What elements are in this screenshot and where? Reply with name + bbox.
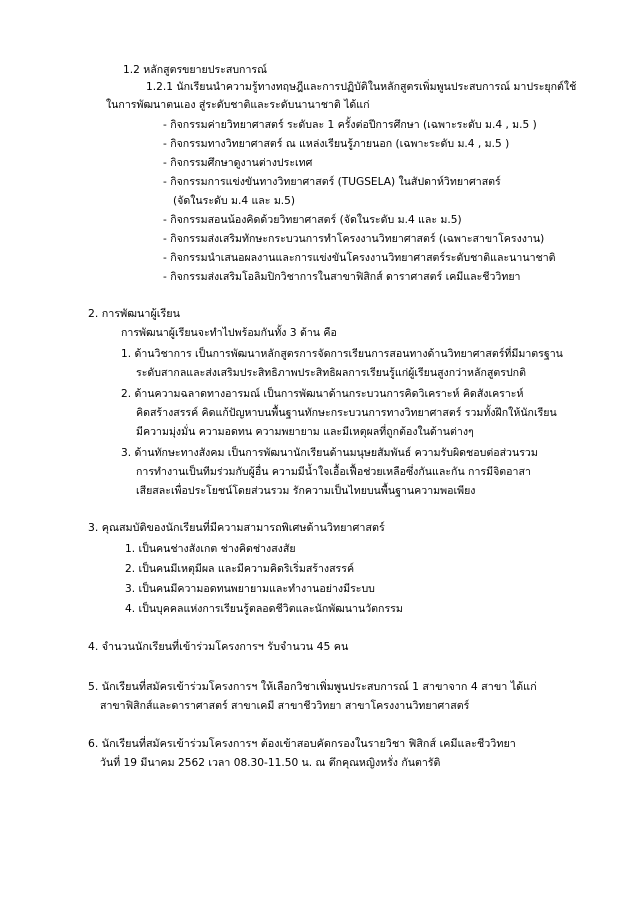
- development-point-emotional: 2. ด้านความฉลาดทางอารมณ์ เป็นการพัฒนาด้านกระบวนการคิดวิเคราะห์ คิดสังเคราะห์: [121, 388, 524, 400]
- activity-item: - กิจกรรมส่งเสริมโอลิมปิกวิชาการในสาขาฟิสิกส์ ดาราศาสตร์ เคมีและชีววิทยา: [163, 271, 521, 283]
- development-point-academic-cont: ระดับสากลและส่งเสริมประสิทธิภาพประสิทธิผลการเรียนรู้แก่ผู้เรียนสูงกว่าหลักสูตรปกติ: [136, 367, 526, 379]
- development-point-social: 3. ด้านทักษะทางสังคม เป็นการพัฒนานักเรียนด้านมนุษยสัมพันธ์ ความรับผิดชอบต่อส่วนรวม: [121, 447, 538, 459]
- activity-item: - กิจกรรมการแข่งขันทางวิทยาศาสตร์ (TUGSELA) ในสัปดาห์วิทยาศาสตร์: [163, 176, 501, 188]
- qualification-item: 1. เป็นคนช่างสังเกต ช่างคิดช่างสงสัย: [125, 543, 296, 555]
- section-1-2-1-intro-cont: ในการพัฒนาตนเอง สู่ระดับชาติและระดับนานาชาติ ได้แก่: [106, 99, 370, 111]
- section-2-heading: 2. การพัฒนาผู้เรียน: [88, 307, 180, 320]
- section-5-subject-choice: 5. นักเรียนที่สมัครเข้าร่วมโครงการฯ ให้เลือกวิชาเพิ่มพูนประสบการณ์ 1 สาขาจาก 4 สาขา ได้แก่: [88, 680, 537, 693]
- development-point-emotional-cont: มีความมุ่งมั่น ความอดทน ความพยายาม และมีเหตุผลที่ถูกต้องในด้านต่างๆ: [136, 426, 474, 438]
- activity-item: - กิจกรรมทางวิทยาศาสตร์ ณ แหล่งเรียนรู้ภายนอก (เฉพาะระดับ ม.4 , ม.5 ): [163, 138, 510, 150]
- development-point-social-cont: เสียสละเพื่อประโยชน์โดยส่วนรวม รักความเป็นไทยบนพื้นฐานความพอเพียง: [136, 485, 476, 497]
- development-point-social-cont: การทำงานเป็นทีมร่วมกับผู้อื่น ความมีน้ำใจเอื้อเฟื้อช่วยเหลือซึ่งกันและกัน การมีจิตอาสา: [136, 466, 531, 478]
- qualification-item: 4. เป็นบุคคลแห่งการเรียนรู้ตลอดชีวิตและนักพัฒนานวัตกรรม: [125, 603, 403, 615]
- section-6-exam: 6. นักเรียนที่สมัครเข้าร่วมโครงการฯ ต้องเข้าสอบคัดกรองในรายวิชา ฟิสิกส์ เคมีและชีววิทยา: [88, 737, 516, 750]
- section-3-heading: 3. คุณสมบัติของนักเรียนที่มีความสามารถพิเศษด้านวิทยาศาสตร์: [88, 521, 385, 534]
- activity-item: - กิจกรรมศึกษาดูงานต่างประเทศ: [163, 157, 313, 169]
- activity-item: - กิจกรรมนำเสนอผลงานและการแข่งขันโครงงานวิทยาศาสตร์ระดับชาติและนานาชาติ: [163, 252, 556, 264]
- activity-item: - กิจกรรมส่งเสริมทักษะกระบวนการทำโครงงานวิทยาศาสตร์ (เฉพาะสาขาโครงงาน): [163, 233, 545, 245]
- section-5-subject-list: สาขาฟิสิกส์และดาราศาสตร์ สาขาเคมี สาขาชีววิทยา สาขาโครงงานวิทยาศาสตร์: [100, 700, 470, 712]
- qualification-item: 3. เป็นคนมีความอดทนพยายามและทำงานอย่างมีระบบ: [125, 583, 375, 595]
- section-4-enrollment: 4. จำนวนนักเรียนที่เข้าร่วมโครงการฯ รับจำนวน 45 คน: [88, 640, 349, 653]
- section-6-exam-date: วันที่ 19 มีนาคม 2562 เวลา 08.30-11.50 น. ณ ตึกคุณหญิงหรั่ง กันตารัติ: [100, 757, 441, 769]
- development-point-emotional-cont: คิดสร้างสรรค์ คิดแก้ปัญหาบนพื้นฐานทักษะกระบวนการทางวิทยาศาสตร์ รวมทั้งฝึกให้นักเรียน: [136, 407, 557, 419]
- development-point-academic: 1. ด้านวิชาการ เป็นการพัฒนาหลักสูตรการจัดการเรียนการสอนทางด้านวิทยาศาสตร์ที่มีมาตรฐาน: [121, 348, 563, 360]
- activity-item: - กิจกรรมสอนน้องคิดด้วยวิทยาศาสตร์ (จัดในระดับ ม.4 และ ม.5): [163, 214, 462, 226]
- activity-item: - กิจกรรมค่ายวิทยาศาสตร์ ระดับละ 1 ครั้งต่อปีการศึกษา (เฉพาะระดับ ม.4 , ม.5 ): [163, 119, 537, 131]
- section-1-2-heading: 1.2 หลักสูตรขยายประสบการณ์: [123, 64, 267, 76]
- section-1-2-1-intro: 1.2.1 นักเรียนนำความรู้ทางทฤษฎีและการปฏิบัติในหลักสูตรเพิ่มพูนประสบการณ์ มาประยุกต์ใช้: [146, 81, 577, 93]
- qualification-item: 2. เป็นคนมีเหตุมีผล และมีความคิดริเริ่มสร้างสรรค์: [125, 563, 355, 575]
- section-2-intro: การพัฒนาผู้เรียนจะทำไปพร้อมกันทั้ง 3 ด้าน คือ: [121, 327, 337, 339]
- activity-item-note: (จัดในระดับ ม.4 และ ม.5): [173, 195, 296, 207]
